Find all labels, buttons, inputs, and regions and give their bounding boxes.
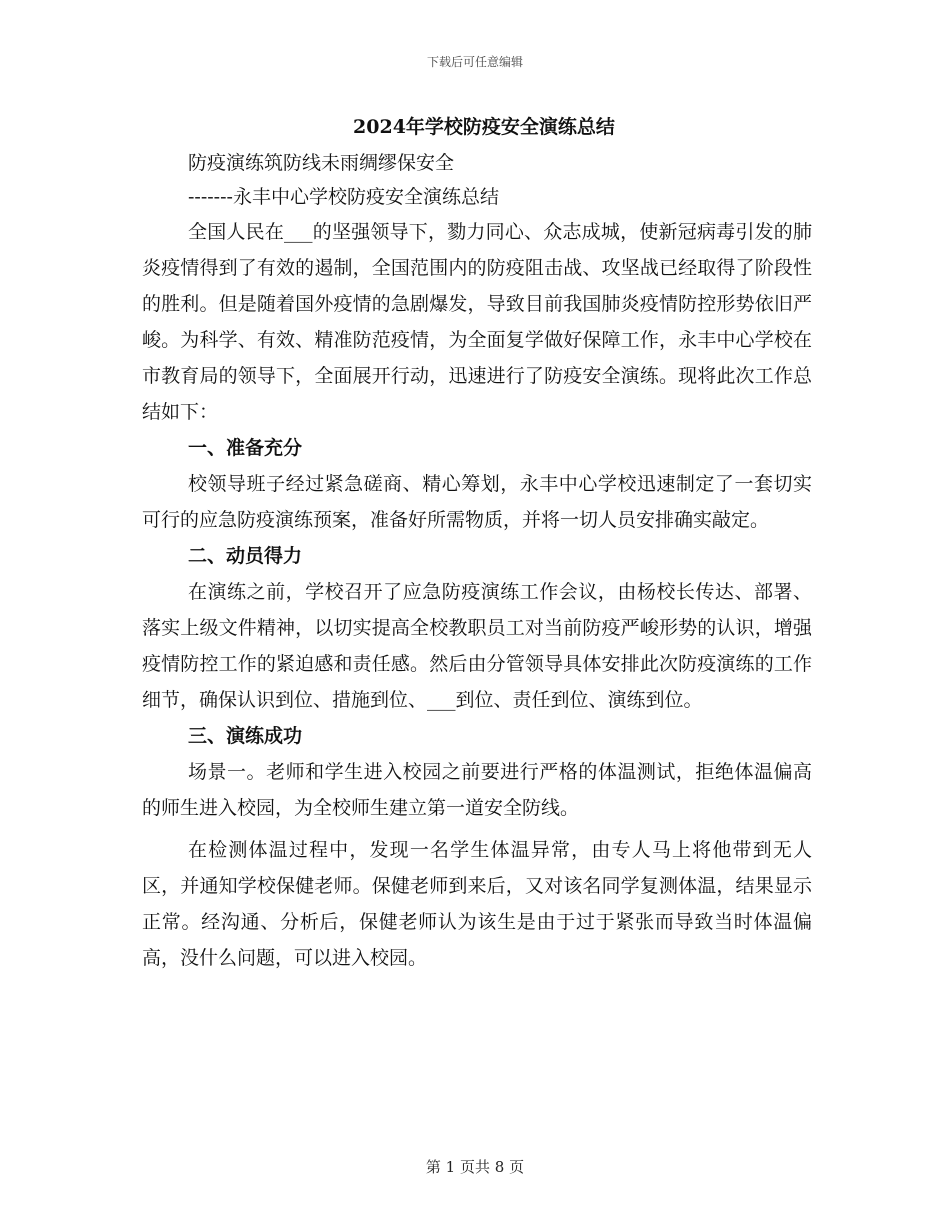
section-heading-preparation: 一、准备充分	[188, 437, 303, 459]
document-body	[142, 112, 812, 976]
document-subtitle-1: 防疫演练筑防线未雨绸缪保安全	[188, 152, 455, 174]
page-number: 第 1 页共 8 页	[425, 1158, 525, 1176]
section-heading-drill-success: 三、演练成功	[188, 725, 303, 747]
section-paragraph: 场景一。老师和学生进入校园之前要进行严格的体温测试，拒绝体温偏高的师生进入校园，为全校师生建立第一道安全防线。	[142, 761, 812, 819]
section-paragraph: 在演练之前，学校召开了应急防疫演练工作会议，由杨校长传达、部署、落实上级文件精神，以切实提高全校教职员工对当前防疫严峻形势的认识，增强疫情防控工作的紧迫感和责任感。然后由分管领导具体安排此次防疫演练的工作细节，确保认识到位、措施到位、___到位、责任到位、演练到位。	[142, 581, 812, 711]
section-paragraph: 在检测体温过程中，发现一名学生体温异常，由专人马上将他带到无人区，并通知学校保健老师。保健老师到来后，又对该名同学复测体温，结果显示正常。经沟通、分析后，保健老师认为该生是由于过于紧张而导致当时体温偏高，没什么问题，可以进入校园。	[142, 839, 812, 969]
header-note: 下载后可任意编辑	[426, 55, 523, 69]
document-title: 2024年学校防疫安全演练总结	[353, 116, 615, 138]
section-heading-mobilization: 二、动员得力	[188, 545, 303, 567]
intro-paragraph: 全国人民在___的坚强领导下，勠力同心、众志成城，使新冠病毒引发的肺炎疫情得到了有效的遏制，全国范围内的防疫阻击战、攻坚战已经取得了阶段性的胜利。但是随着国外疫情的急剧爆发，导致目前我国肺炎疫情防控形势依旧严峻。为科学、有效、精准防范疫情，为全面复学做好保障工作，永丰中心学校在市教育局的领导下，全面展开行动，迅速进行了防疫安全演练。现将此次工作总结如下：	[142, 221, 812, 423]
section-paragraph: 校领导班子经过紧急磋商、精心筹划，永丰中心学校迅速制定了一套切实可行的应急防疫演练预案，准备好所需物质，并将一切人员安排确实敲定。	[142, 473, 812, 531]
document-subtitle-2: -------永丰中心学校防疫安全演练总结	[188, 186, 499, 208]
